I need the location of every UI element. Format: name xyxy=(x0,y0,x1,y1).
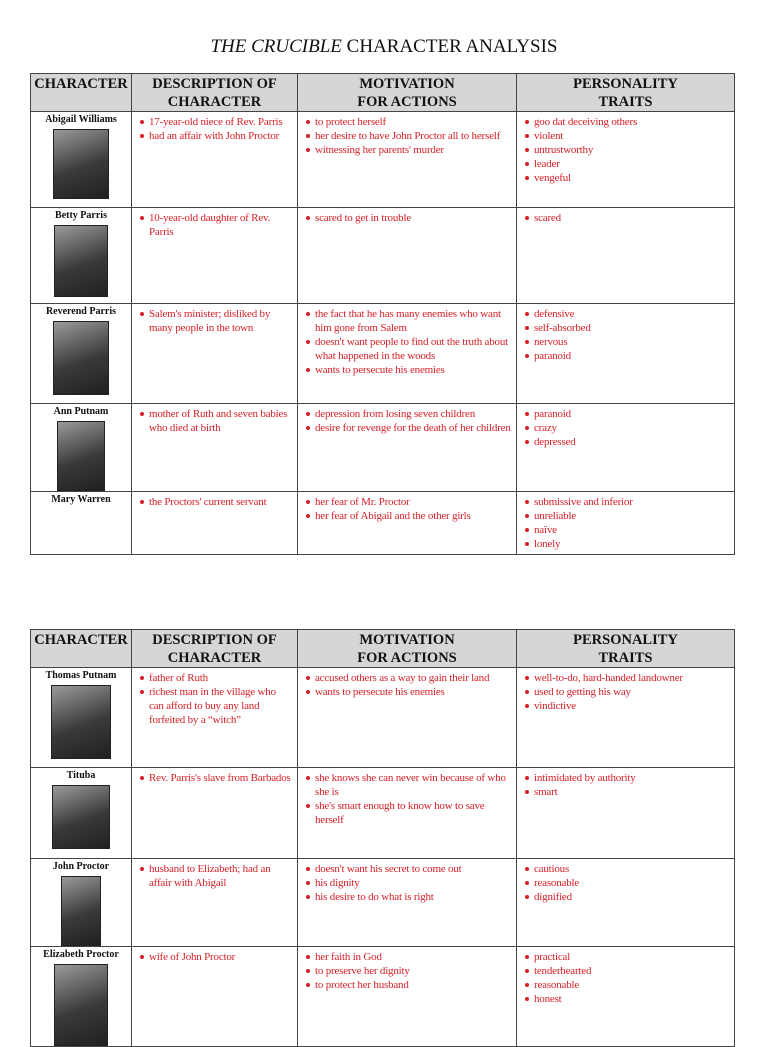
motivation-item: wants to persecute his enemies xyxy=(306,685,512,699)
traits-item: paranoid xyxy=(525,407,730,421)
table-row xyxy=(31,304,735,404)
traits-item: honest xyxy=(525,992,730,1006)
table-row xyxy=(31,492,735,555)
character-cell xyxy=(31,668,132,768)
traits-cell xyxy=(517,304,735,404)
motivation-item: the fact that he has many enemies who want him gone from Salem xyxy=(306,307,512,335)
traits-list xyxy=(517,492,734,551)
traits-item: depressed xyxy=(525,435,730,449)
header-motivation: MOTIVATION FOR ACTIONS xyxy=(298,630,517,668)
character-name: Abigail Williams xyxy=(45,114,117,125)
traits-item: leader xyxy=(525,157,730,171)
description-cell xyxy=(132,492,298,555)
character-cell xyxy=(31,404,132,492)
traits-item: cautious xyxy=(525,862,730,876)
description-list xyxy=(132,947,297,964)
description-list xyxy=(132,859,297,890)
traits-item: nervous xyxy=(525,335,730,349)
traits-cell xyxy=(517,112,735,208)
motivation-cell xyxy=(298,947,517,1047)
header-description: DESCRIPTION OF CHARACTER xyxy=(132,74,298,112)
description-item: Rev. Parris's slave from Barbados xyxy=(140,771,293,785)
motivation-cell xyxy=(298,304,517,404)
header-row xyxy=(31,74,735,112)
motivation-item: accused others as a way to gain their land xyxy=(306,671,512,685)
table-row xyxy=(31,208,735,304)
table-row xyxy=(31,859,735,947)
traits-cell xyxy=(517,492,735,555)
motivation-item: her desire to have John Proctor all to herself xyxy=(306,129,512,143)
traits-cell xyxy=(517,859,735,947)
motivation-cell xyxy=(298,768,517,859)
description-list xyxy=(132,768,297,785)
description-cell xyxy=(132,668,298,768)
character-name: Tituba xyxy=(66,770,96,781)
character-cell xyxy=(31,768,132,859)
character-photo xyxy=(52,785,110,849)
description-item: richest man in the village who can afford to buy any land forfeited by a “witch” xyxy=(140,685,293,727)
traits-item: vengeful xyxy=(525,171,730,185)
traits-list xyxy=(517,768,734,799)
traits-item: practical xyxy=(525,950,730,964)
header-character: CHARACTER xyxy=(31,74,132,112)
header-traits: PERSONALITY TRAITS xyxy=(517,74,735,112)
description-cell xyxy=(132,304,298,404)
description-list xyxy=(132,492,297,509)
motivation-item: to protect herself xyxy=(306,115,512,129)
motivation-cell xyxy=(298,859,517,947)
character-photo xyxy=(53,129,109,199)
description-cell xyxy=(132,208,298,304)
traits-item: intimidated by authority xyxy=(525,771,730,785)
motivation-item: wants to persecute his enemies xyxy=(306,363,512,377)
motivation-cell xyxy=(298,668,517,768)
character-table-1 xyxy=(30,73,735,555)
traits-cell xyxy=(517,208,735,304)
traits-item: well-to-do, hard-handed landowner xyxy=(525,671,730,685)
description-cell xyxy=(132,404,298,492)
motivation-list xyxy=(298,492,516,523)
page-title: THE CRUCIBLE CHARACTER ANALYSIS xyxy=(210,36,558,57)
motivation-item: to protect her husband xyxy=(306,978,512,992)
description-list xyxy=(132,304,297,335)
motivation-item: witnessing her parents' murder xyxy=(306,143,512,157)
motivation-list xyxy=(298,404,516,435)
motivation-item: she knows she can never win because of who she is xyxy=(306,771,512,799)
character-cell xyxy=(31,304,132,404)
description-cell xyxy=(132,112,298,208)
motivation-cell xyxy=(298,208,517,304)
description-item: 17-year-old niece of Rev. Parris xyxy=(140,115,293,129)
motivation-item: doesn't want his secret to come out xyxy=(306,862,512,876)
motivation-item: doesn't want people to find out the truth about what happened in the woods xyxy=(306,335,512,363)
traits-list xyxy=(517,304,734,363)
motivation-list xyxy=(298,947,516,992)
description-item: wife of John Proctor xyxy=(140,950,293,964)
character-name: Reverend Parris xyxy=(45,306,117,317)
character-name: Elizabeth Proctor xyxy=(43,949,119,960)
table-row xyxy=(31,947,735,1047)
header-character: CHARACTER xyxy=(31,630,132,668)
character-name: Betty Parris xyxy=(55,210,107,221)
traits-list xyxy=(517,208,734,225)
character-cell xyxy=(31,112,132,208)
table-row xyxy=(31,404,735,492)
traits-item: crazy xyxy=(525,421,730,435)
traits-item: unreliable xyxy=(525,509,730,523)
motivation-item: her fear of Mr. Proctor xyxy=(306,495,512,509)
motivation-item: to preserve her dignity xyxy=(306,964,512,978)
traits-item: goo dat deceiving others xyxy=(525,115,730,129)
description-cell xyxy=(132,768,298,859)
character-photo xyxy=(53,321,109,395)
character-cell xyxy=(31,859,132,947)
motivation-item: her faith in God xyxy=(306,950,512,964)
character-photo xyxy=(51,685,111,759)
traits-list xyxy=(517,859,734,904)
traits-item: tenderhearted xyxy=(525,964,730,978)
traits-item: reasonable xyxy=(525,876,730,890)
character-photo xyxy=(57,421,105,491)
character-cell xyxy=(31,492,132,555)
motivation-item: desire for revenge for the death of her children xyxy=(306,421,512,435)
traits-item: defensive xyxy=(525,307,730,321)
header-traits: PERSONALITY TRAITS xyxy=(517,630,735,668)
traits-item: dignified xyxy=(525,890,730,904)
traits-item: lonely xyxy=(525,537,730,551)
description-item: 10-year-old daughter of Rev. Parris xyxy=(140,211,293,239)
motivation-item: depression from losing seven children xyxy=(306,407,512,421)
character-cell xyxy=(31,947,132,1047)
header-description: DESCRIPTION OF CHARACTER xyxy=(132,630,298,668)
traits-item: used to getting his way xyxy=(525,685,730,699)
traits-item: smart xyxy=(525,785,730,799)
header-row xyxy=(31,630,735,668)
description-item: husband to Elizabeth; had an affair with Abigail xyxy=(140,862,293,890)
traits-item: scared xyxy=(525,211,730,225)
traits-item: vindictive xyxy=(525,699,730,713)
motivation-item: her fear of Abigail and the other girls xyxy=(306,509,512,523)
traits-list xyxy=(517,404,734,449)
character-name: John Proctor xyxy=(52,861,110,872)
motivation-list xyxy=(298,208,516,225)
traits-item: violent xyxy=(525,129,730,143)
motivation-list xyxy=(298,768,516,827)
description-cell xyxy=(132,947,298,1047)
table-row xyxy=(31,768,735,859)
motivation-cell xyxy=(298,112,517,208)
character-name: Mary Warren xyxy=(51,494,111,505)
traits-cell xyxy=(517,768,735,859)
description-list xyxy=(132,112,297,143)
character-name: Ann Putnam xyxy=(53,406,109,417)
motivation-cell xyxy=(298,404,517,492)
traits-item: naïve xyxy=(525,523,730,537)
header-motivation: MOTIVATION FOR ACTIONS xyxy=(298,74,517,112)
description-cell xyxy=(132,859,298,947)
description-list xyxy=(132,668,297,727)
character-cell xyxy=(31,208,132,304)
traits-item: untrustworthy xyxy=(525,143,730,157)
description-item: the Proctors' current servant xyxy=(140,495,293,509)
description-list xyxy=(132,208,297,239)
traits-item: self-absorbed xyxy=(525,321,730,335)
table-row xyxy=(31,668,735,768)
traits-cell xyxy=(517,404,735,492)
traits-item: reasonable xyxy=(525,978,730,992)
motivation-list xyxy=(298,112,516,157)
description-item: had an affair with John Proctor xyxy=(140,129,293,143)
motivation-list xyxy=(298,859,516,904)
character-photo xyxy=(61,876,101,946)
description-item: Salem's minister; disliked by many people in the town xyxy=(140,307,293,335)
character-table-2 xyxy=(30,629,735,1047)
motivation-item: his dignity xyxy=(306,876,512,890)
traits-list xyxy=(517,947,734,1006)
motivation-list xyxy=(298,668,516,699)
character-photo xyxy=(54,964,108,1046)
traits-item: paranoid xyxy=(525,349,730,363)
character-photo xyxy=(54,225,108,297)
table-row xyxy=(31,112,735,208)
motivation-item: his desire to do what is right xyxy=(306,890,512,904)
traits-cell xyxy=(517,668,735,768)
motivation-list xyxy=(298,304,516,377)
traits-cell xyxy=(517,947,735,1047)
traits-list xyxy=(517,112,734,185)
motivation-item: scared to get in trouble xyxy=(306,211,512,225)
description-item: mother of Ruth and seven babies who died at birth xyxy=(140,407,293,435)
traits-item: submissive and inferior xyxy=(525,495,730,509)
character-name: Thomas Putnam xyxy=(45,670,117,681)
description-list xyxy=(132,404,297,435)
motivation-item: she's smart enough to know how to save herself xyxy=(306,799,512,827)
description-item: father of Ruth xyxy=(140,671,293,685)
traits-list xyxy=(517,668,734,713)
motivation-cell xyxy=(298,492,517,555)
